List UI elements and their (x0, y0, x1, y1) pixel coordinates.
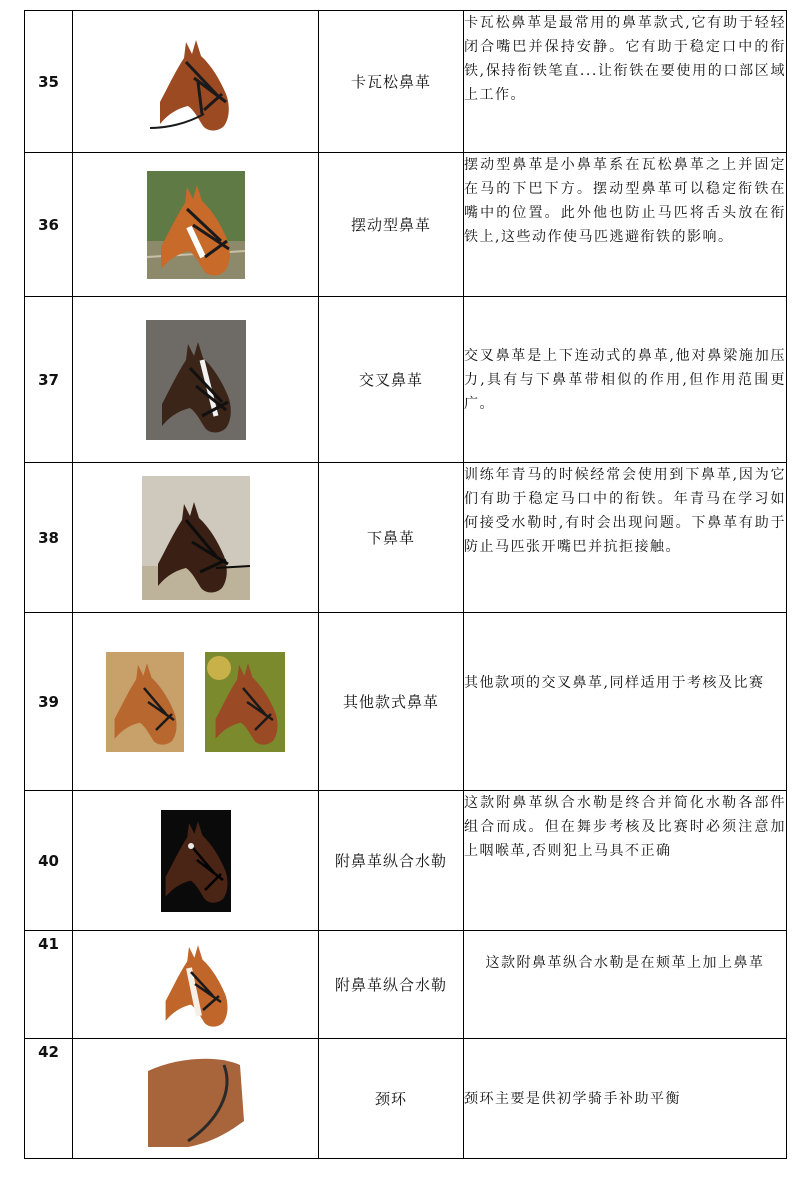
row-number: 35 (25, 11, 73, 153)
item-name: 附鼻革纵合水勒 (319, 791, 464, 931)
table-row (25, 297, 787, 463)
item-name: 其他款式鼻革 (319, 613, 464, 791)
item-description: 摆动型鼻革是小鼻革系在瓦松鼻革之上并固定在马的下巴下方。摆动型鼻革可以稳定衔铁在嘴中的位置。此外他也防止马匹将舌头放在衔铁上,这些动作使马匹逃避衔铁的影响。 (464, 153, 787, 297)
photo-cell (73, 153, 319, 297)
row-number: 42 (25, 1039, 73, 1159)
photo-cell (73, 1039, 319, 1159)
horse-photo (146, 320, 246, 440)
photo-cell (73, 613, 319, 791)
horse-photo (146, 32, 246, 132)
item-name: 颈环 (319, 1039, 464, 1159)
horse-photo (147, 171, 245, 279)
table-row (25, 613, 787, 791)
row-number: 36 (25, 153, 73, 297)
item-description: 这款附鼻革纵合水勒是终合并简化水勒各部件组合而成。但在舞步考核及比赛时必须注意加上咽喉革,否则犯上马具不正确 (464, 791, 787, 931)
row-number: 39 (25, 613, 73, 791)
item-name: 卡瓦松鼻革 (319, 11, 464, 153)
horse-photo (142, 476, 250, 600)
horse-photo (163, 938, 229, 1032)
table-row (25, 1039, 787, 1159)
row-number: 41 (25, 931, 73, 1039)
photo-cell (73, 463, 319, 613)
item-name: 下鼻革 (319, 463, 464, 613)
horse-photo (205, 652, 285, 752)
item-name: 交叉鼻革 (319, 297, 464, 463)
row-number: 37 (25, 297, 73, 463)
horse-photo (148, 1051, 244, 1147)
item-description: 卡瓦松鼻革是最常用的鼻革款式,它有助于轻轻闭合嘴巴并保持安静。它有助于稳定口中的衔铁,保持衔铁笔直...让衔铁在要使用的口部区域上工作。 (464, 11, 787, 153)
item-name: 附鼻革纵合水勒 (319, 931, 464, 1039)
table-row (25, 463, 787, 613)
horse-photo (161, 810, 231, 912)
item-description: 交叉鼻革是上下连动式的鼻革,他对鼻梁施加压力,具有与下鼻革带相似的作用,但作用范围更广。 (464, 297, 787, 463)
tack-table (24, 10, 787, 1159)
item-description: 颈环主要是供初学骑手补助平衡 (464, 1039, 787, 1159)
item-description: 其他款项的交叉鼻革,同样适用于考核及比赛 (464, 613, 787, 791)
photo-cell (73, 791, 319, 931)
table-row (25, 153, 787, 297)
photo-cell (73, 931, 319, 1039)
horse-photo (106, 652, 184, 752)
item-description: 这款附鼻革纵合水勒是在颊革上加上鼻革 (464, 931, 787, 1039)
photo-cell (73, 11, 319, 153)
table-row (25, 791, 787, 931)
item-description: 训练年青马的时候经常会使用到下鼻革,因为它们有助于稳定马口中的衔铁。年青马在学习如何接受水勒时,有时会出现问题。下鼻革有助于防止马匹张开嘴巴并抗拒接触。 (464, 463, 787, 613)
item-name: 摆动型鼻革 (319, 153, 464, 297)
row-number: 40 (25, 791, 73, 931)
table-row (25, 931, 787, 1039)
table-row (25, 11, 787, 153)
photo-cell (73, 297, 319, 463)
row-number: 38 (25, 463, 73, 613)
